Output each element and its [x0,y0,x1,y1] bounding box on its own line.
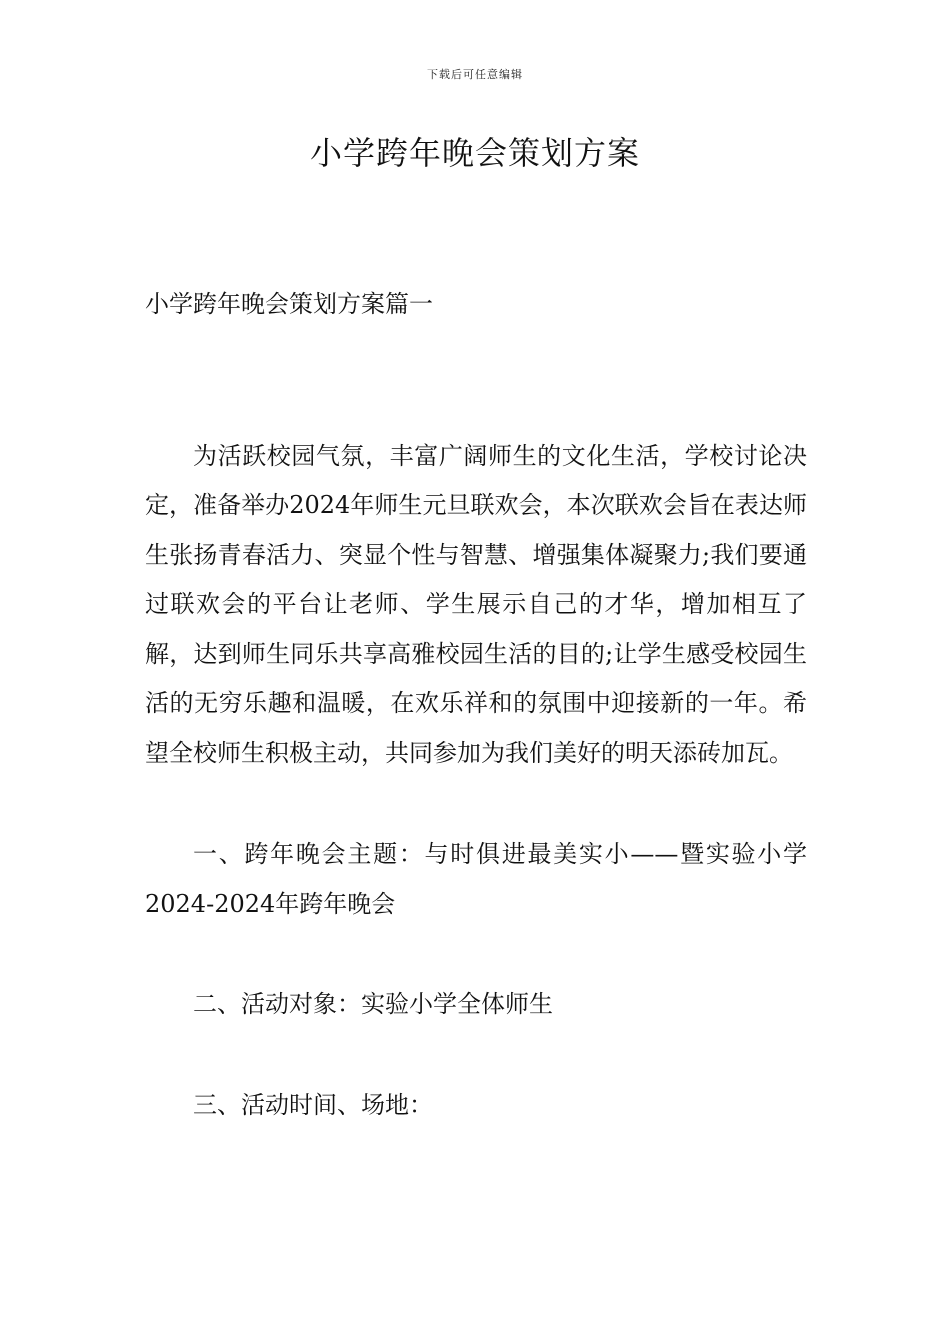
theme-paragraph: 一、跨年晚会主题：与时俱进最美实小——暨实验小学2024-2024年跨年晚会 [145,840,807,918]
document-body [145,280,807,1130]
audience-paragraph: 二、活动对象：实验小学全体师生 [193,990,553,1018]
intro-paragraph: 为活跃校园气氛，丰富广阔师生的文化生活，学校讨论决定，准备举办2024年师生元旦联欢会，本次联欢会旨在表达师生张扬青春活力、突显个性与智慧、增强集体凝聚力;我们要通过联欢会的平台让老师、学生展示自己的才华，增加相互了解，达到师生同乐共享高雅校园生活的目的;让学生感受校园生活的无穷乐趣和温暖，在欢乐祥和的氛围中迎接新的一年。希望全校师生积极主动，共同参加为我们美好的明天添砖加瓦。 [145,441,807,767]
document-title: 小学跨年晚会策划方案 [309,134,640,172]
header-note: 下载后可任意编辑 [427,68,523,81]
time-place-paragraph: 三、活动时间、场地： [193,1090,433,1119]
section-subheading: 小学跨年晚会策划方案篇一 [145,290,433,318]
